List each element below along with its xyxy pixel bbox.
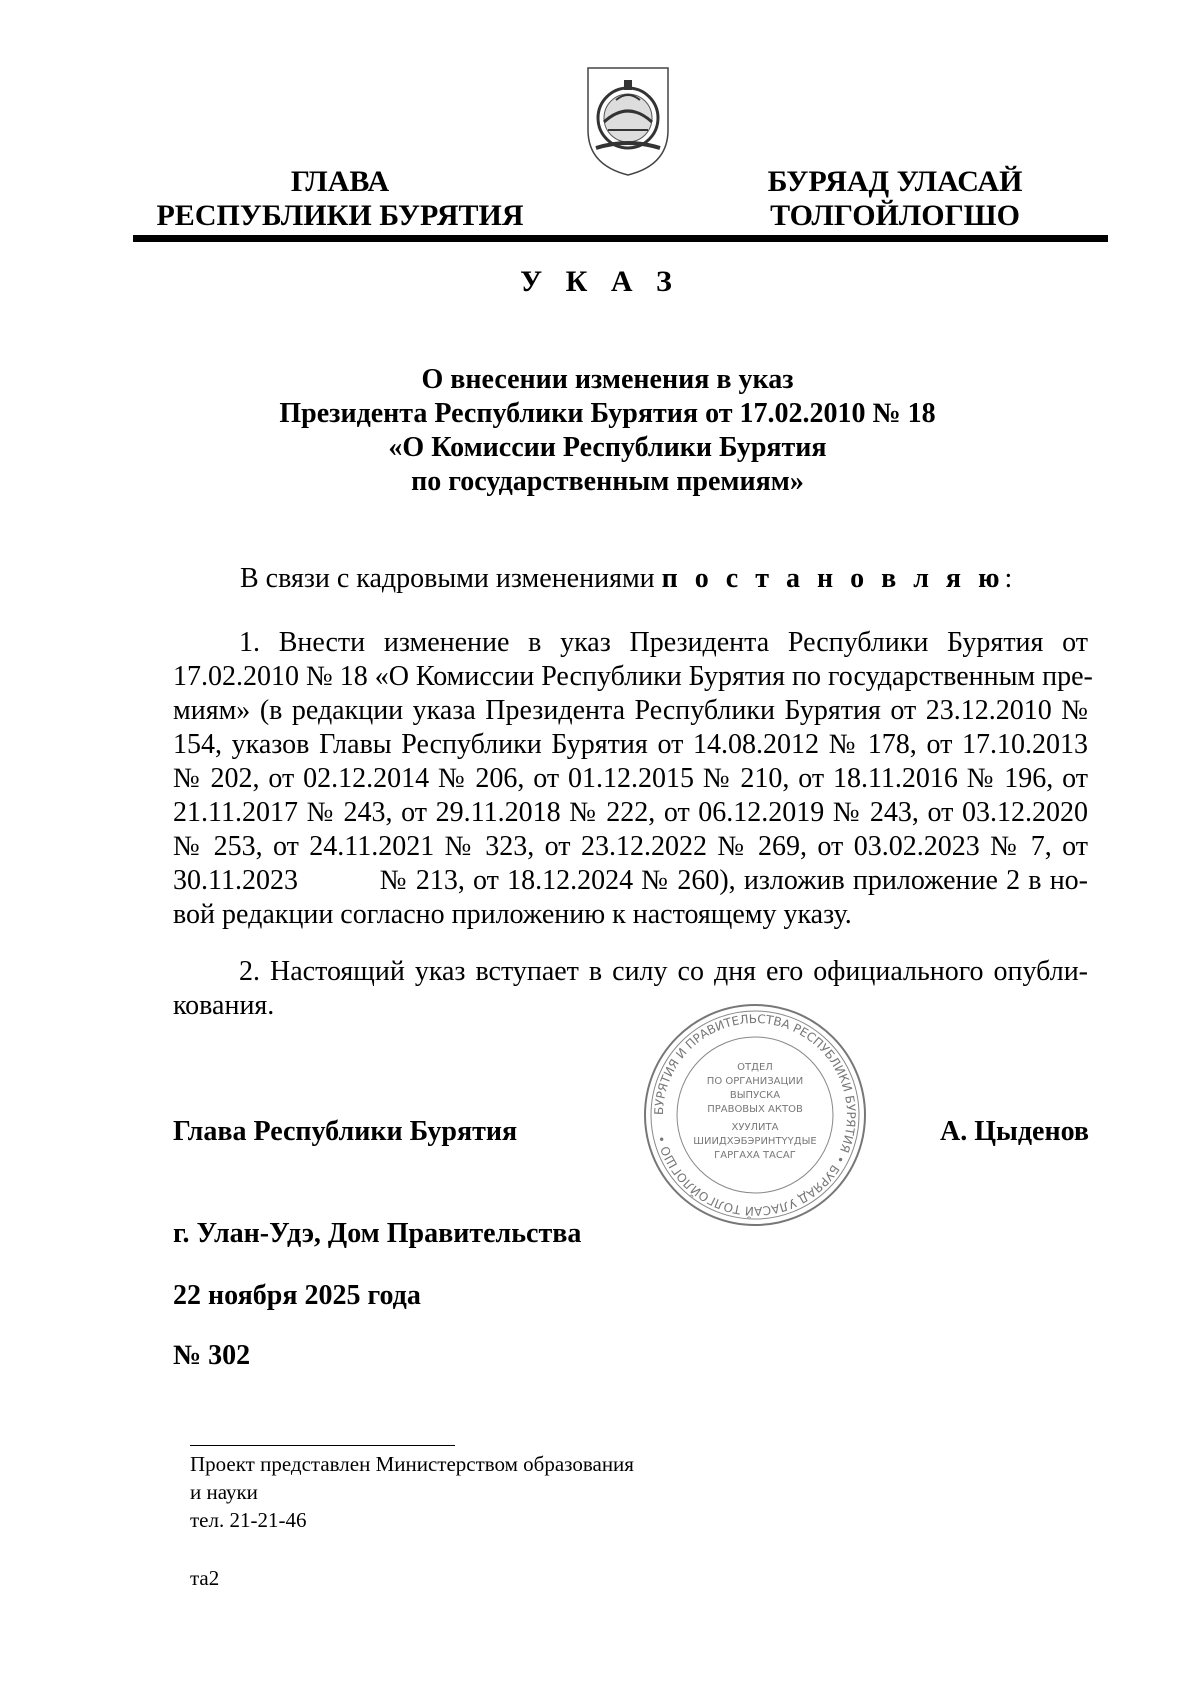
title-line3: «О Комиссии Республики Бурятия [388,432,827,463]
header-divider [133,235,1108,242]
footnote-divider [190,1445,455,1446]
document-title [0,363,1200,499]
seal-center-line: ШИИДХЭБЭРИНТҮҮДЫЕ [693,1136,817,1147]
intro-paragraph [240,562,1012,596]
document-date: 22 ноября 2025 года [173,1280,421,1311]
title-line4: по государственным премиям» [411,466,804,497]
title-line1: О внесении изменения в указ [421,364,794,395]
header-right [730,165,1060,233]
para1-line: 154, указов Главы Республики Бурятия от 14.08.2012 № 178, от 17.10.2013 [173,729,1088,760]
header-left [140,165,540,233]
seal-center-line: ПО ОРГАНИЗАЦИИ [706,1076,804,1087]
seal-ring-text: БУРЯТИЯ И ПРАВИТЕЛЬСТВА РЕСПУБЛИКИ БУРЯТИЯ • БУРЯАД УЛАСАЙ ТОЛГОЙЛОГШО • [651,1011,859,1219]
para2-line1: 2. Настоящий указ вступает в силу со дня его официального опубли- [239,956,1088,987]
place: г. Улан-Удэ, Дом Правительства [173,1218,582,1249]
signatory-name: А. Цыденов [940,1116,1090,1147]
signatory-role: Глава Республики Бурятия [173,1116,518,1147]
document-code: та2 [190,1566,220,1590]
decree-word: п о с т а н о в л я ю [661,563,1005,594]
para1-line: 30.11.2023 № 213, от 18.12.2024 № 260), изложив приложение 2 в но- [173,865,1088,896]
para1-line: 1. Внести изменение в указ Президента Республики Бурятия от [239,627,1088,658]
para1-line: 17.02.2010 № 18 «О Комиссии Республики Бурятия по государственным пре- [173,661,1093,692]
para1-line: 21.11.2017 № 243, от 29.11.2018 № 222, от 06.12.2019 № 243, от 03.12.2020 [173,797,1088,828]
title-line2: Президента Республики Бурятия от 17.02.2010 № 18 [279,398,936,429]
para2-line2: кования. [173,990,275,1021]
seal-center-line: ВЫПУСКА [729,1090,781,1101]
para1-line: № 253, от 24.11.2021 № 323, от 23.12.2022 № 269, от 03.02.2023 № 7, от [173,831,1088,862]
para1-line: № 202, от 02.12.2014 № 206, от 01.12.2015 № 210, от 18.11.2016 № 196, от [173,763,1088,794]
seal-center-line: ПРАВОВЫХ АКТОВ [707,1104,803,1115]
document-number: № 302 [173,1340,251,1371]
official-seal [640,1000,870,1230]
seal-center-line: ХУУЛИТА [731,1122,779,1133]
republic-emblem [578,60,678,180]
para1-line: миям» (в редакции указа Президента Республики Бурятия от 23.12.2010 № [173,695,1088,726]
footnote-line1: Проект представлен Министерством образования [190,1452,634,1476]
footnote-line3: тел. 21-21-46 [190,1508,307,1532]
header-right-line1: БУРЯАД УЛАСАЙ [767,165,1023,198]
seal-center-line: ОТДЕЛ [737,1062,773,1073]
header-left-line1: ГЛАВА [290,165,390,198]
footnote-line2: и науки [190,1480,258,1504]
paragraph-1 [173,626,1093,932]
intro-text: В связи с кадровыми изменениями [240,563,662,594]
header-left-line2: РЕСПУБЛИКИ БУРЯТИЯ [156,199,524,232]
seal-center-line: ГАРГАХА ТАСАГ [714,1150,796,1161]
intro-colon: : [1004,563,1013,594]
header-right-line2: ТОЛГОЙЛОГШО [770,199,1020,232]
document-type: У К А З [520,265,680,298]
paragraph-2 [173,955,1088,1023]
para1-line: вой редакции согласно приложению к настоящему указу. [173,899,852,930]
